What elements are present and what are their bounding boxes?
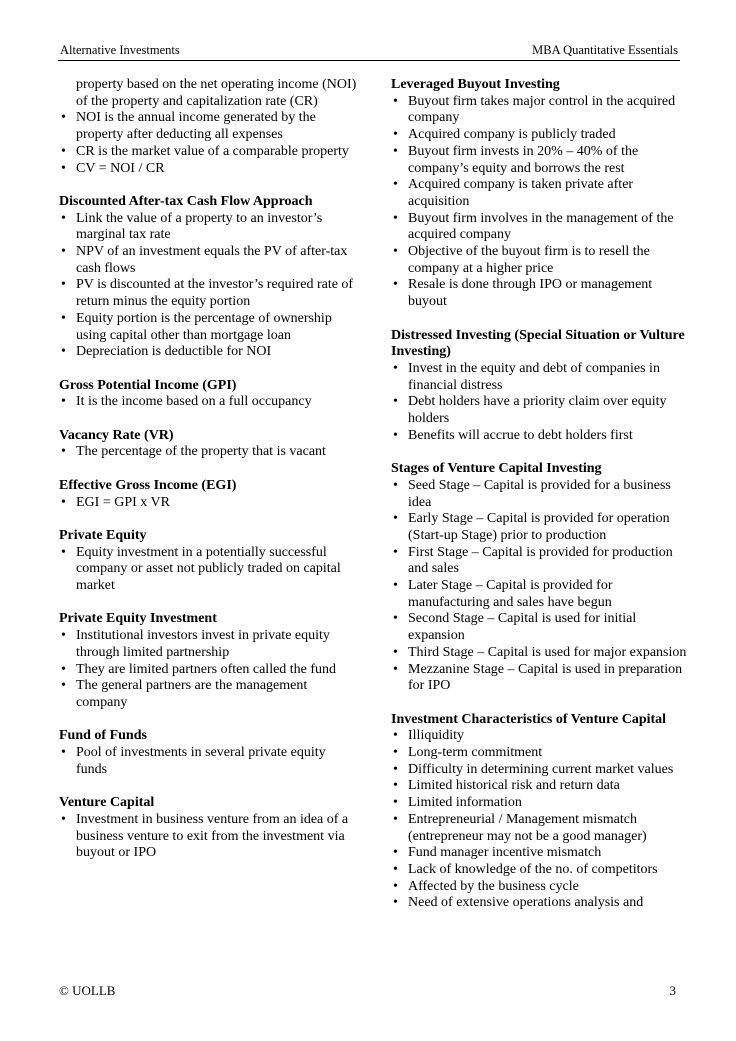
section-heading: Stages of Venture Capital Investing bbox=[391, 461, 602, 477]
list-item-text: Long-term commitment bbox=[408, 745, 543, 761]
list-item bbox=[59, 628, 359, 661]
list-item-text: First Stage – Capital is provided for production and sales bbox=[408, 544, 673, 577]
list-item bbox=[391, 745, 691, 762]
list-item bbox=[59, 678, 359, 711]
bullet-icon: • bbox=[393, 277, 398, 293]
bullet-icon: • bbox=[393, 761, 398, 777]
bullet-icon: • bbox=[393, 127, 398, 143]
left-column bbox=[59, 77, 359, 879]
section bbox=[391, 461, 691, 695]
list-item bbox=[391, 762, 691, 779]
list-item bbox=[391, 211, 691, 244]
bullet-list bbox=[59, 545, 359, 595]
list-item-text: Acquired company is publicly traded bbox=[408, 127, 616, 143]
list-item-text: Invest in the equity and debt of companies in financial distress bbox=[408, 360, 660, 393]
list-item bbox=[391, 578, 691, 611]
section bbox=[391, 77, 691, 311]
bullet-list bbox=[59, 444, 359, 461]
bullet-icon: • bbox=[61, 277, 66, 293]
list-item bbox=[59, 495, 359, 512]
bullet-list bbox=[59, 812, 359, 862]
bullet-icon: • bbox=[61, 444, 66, 460]
list-item bbox=[391, 244, 691, 277]
list-item bbox=[391, 277, 691, 310]
bullet-icon: • bbox=[61, 244, 66, 260]
bullet-list bbox=[59, 110, 359, 177]
list-item bbox=[391, 812, 691, 845]
bullet-icon: • bbox=[393, 143, 398, 159]
list-item bbox=[391, 94, 691, 127]
bullet-icon: • bbox=[393, 811, 398, 827]
bullet-icon: • bbox=[393, 644, 398, 660]
section bbox=[59, 528, 359, 595]
list-item bbox=[59, 662, 359, 679]
bullet-icon: • bbox=[393, 845, 398, 861]
bullet-icon: • bbox=[61, 661, 66, 677]
section bbox=[59, 795, 359, 862]
list-item bbox=[391, 662, 691, 695]
section bbox=[59, 478, 359, 511]
list-item bbox=[59, 244, 359, 277]
list-item bbox=[59, 110, 359, 143]
list-item-text: Affected by the business cycle bbox=[408, 878, 579, 894]
bullet-list bbox=[59, 745, 359, 778]
list-item-text: Limited information bbox=[408, 795, 522, 811]
list-item bbox=[59, 161, 359, 178]
header-left-title: Alternative Investments bbox=[60, 43, 180, 57]
list-item bbox=[59, 277, 359, 310]
section-heading: Discounted After-tax Cash Flow Approach bbox=[59, 193, 313, 209]
right-column bbox=[391, 77, 691, 929]
list-item-text: Buyout firm involves in the management of the acquired company bbox=[408, 210, 674, 243]
bullet-icon: • bbox=[393, 394, 398, 410]
bullet-icon: • bbox=[393, 360, 398, 376]
list-item bbox=[391, 862, 691, 879]
list-item-text: Institutional investors invest in private equity through limited partnership bbox=[76, 628, 330, 660]
bullet-icon: • bbox=[61, 344, 66, 360]
list-item-text: The percentage of the property that is vacant bbox=[76, 444, 326, 460]
section-heading: Venture Capital bbox=[59, 795, 155, 811]
list-item bbox=[59, 211, 359, 244]
list-item bbox=[391, 845, 691, 862]
list-item-text: Illiquidity bbox=[408, 728, 464, 744]
list-item-text: Debt holders have a priority claim over equity holders bbox=[408, 394, 667, 427]
bullet-icon: • bbox=[61, 210, 66, 226]
list-item-text: NOI is the annual income generated by the property after deducting all expenses bbox=[76, 110, 316, 143]
section-heading: Leveraged Buyout Investing bbox=[391, 77, 560, 92]
bullet-icon: • bbox=[393, 427, 398, 443]
list-item-text: Objective of the buyout firm is to resell the company at a higher price bbox=[408, 244, 650, 276]
list-item-text: Pool of investments in several private equity funds bbox=[76, 745, 326, 777]
list-item bbox=[59, 444, 359, 461]
list-item bbox=[391, 728, 691, 745]
list-item-text: Resale is done through IPO or management buyout bbox=[408, 277, 653, 310]
section bbox=[59, 77, 359, 177]
bullet-icon: • bbox=[393, 895, 398, 911]
list-item bbox=[391, 127, 691, 144]
list-item-text: Mezzanine Stage – Capital is used in preparation for IPO bbox=[408, 661, 683, 694]
bullet-icon: • bbox=[61, 160, 66, 176]
bullet-icon: • bbox=[61, 628, 66, 644]
list-item bbox=[391, 361, 691, 394]
bullet-list bbox=[391, 478, 691, 695]
list-item bbox=[391, 795, 691, 812]
section-heading: Gross Potential Income (GPI) bbox=[59, 377, 237, 393]
section bbox=[59, 611, 359, 711]
section-heading: Private Equity Investment bbox=[59, 611, 217, 627]
bullet-icon: • bbox=[61, 110, 66, 126]
section-heading: Investment Characteristics of Venture Capital bbox=[391, 711, 667, 727]
list-item bbox=[391, 428, 691, 445]
list-item bbox=[59, 144, 359, 161]
bullet-icon: • bbox=[61, 394, 66, 410]
list-item bbox=[391, 177, 691, 210]
list-item bbox=[391, 778, 691, 795]
list-item-text: They are limited partners often called the fund bbox=[76, 661, 337, 677]
list-item bbox=[391, 645, 691, 662]
list-item bbox=[59, 545, 359, 595]
list-item-text: Benefits will accrue to debt holders first bbox=[408, 427, 633, 443]
bullet-icon: • bbox=[61, 811, 66, 827]
bullet-icon: • bbox=[393, 578, 398, 594]
list-item bbox=[391, 545, 691, 578]
section-heading: Effective Gross Income (EGI) bbox=[59, 477, 237, 493]
list-item-text: Buyout firm takes major control in the acquired company bbox=[408, 93, 676, 126]
bullet-icon: • bbox=[61, 678, 66, 694]
list-item bbox=[391, 144, 691, 177]
bullet-list bbox=[391, 361, 691, 445]
bullet-icon: • bbox=[393, 878, 398, 894]
list-item-text: Difficulty in determining current market values bbox=[408, 761, 674, 777]
section bbox=[59, 428, 359, 461]
section bbox=[59, 728, 359, 778]
bullet-icon: • bbox=[61, 310, 66, 326]
list-item-text: Depreciation is deductible for NOI bbox=[76, 344, 272, 360]
bullet-icon: • bbox=[61, 745, 66, 761]
bullet-icon: • bbox=[393, 511, 398, 527]
header-right-title: MBA Quantitative Essentials bbox=[532, 43, 678, 57]
list-item bbox=[391, 511, 691, 544]
list-item-text: Second Stage – Capital is used for initial expansion bbox=[408, 611, 637, 644]
page-number: 3 bbox=[669, 983, 676, 998]
page-header bbox=[58, 42, 680, 61]
bullet-list bbox=[59, 628, 359, 712]
list-item-text: Equity portion is the percentage of ownership using capital other than mortgage loan bbox=[76, 310, 332, 343]
footer-copyright: © UOLLB bbox=[59, 983, 116, 998]
section bbox=[59, 194, 359, 361]
list-item-text: Early Stage – Capital is provided for operation (Start-up Stage) prior to production bbox=[408, 511, 670, 543]
list-item bbox=[59, 745, 359, 778]
bullet-icon: • bbox=[393, 795, 398, 811]
bullet-icon: • bbox=[393, 862, 398, 877]
list-item bbox=[59, 344, 359, 361]
bullet-list bbox=[59, 394, 359, 411]
section-heading: Vacancy Rate (VR) bbox=[59, 427, 174, 443]
section-heading: Private Equity bbox=[59, 527, 147, 543]
list-item bbox=[59, 311, 359, 344]
list-item-text: Equity investment in a potentially successful company or asset not publicly traded on capital market bbox=[76, 544, 341, 594]
list-item bbox=[391, 394, 691, 427]
bullet-icon: • bbox=[393, 661, 398, 677]
bullet-icon: • bbox=[393, 210, 398, 226]
list-item-text: It is the income based on a full occupancy bbox=[76, 394, 312, 410]
list-item-text: Buyout firm invests in 20% – 40% of the company’s equity and borrows the rest bbox=[408, 143, 639, 176]
list-item-text: CR is the market value of a comparable property bbox=[76, 143, 349, 159]
section bbox=[59, 378, 359, 411]
continued-text: property based on the net operating income (NOI) of the property and capitalization rate (CR) bbox=[76, 77, 357, 109]
section bbox=[391, 328, 691, 445]
bullet-icon: • bbox=[393, 244, 398, 260]
list-item-text: Investment in business venture from an idea of a business venture to exit from the investment via buyout or IPO bbox=[76, 811, 349, 861]
bullet-icon: • bbox=[393, 611, 398, 627]
bullet-list bbox=[59, 211, 359, 361]
section-heading: Distressed Investing (Special Situation or Vulture Investing) bbox=[391, 327, 685, 360]
list-item-text: Third Stage – Capital is used for major expansion bbox=[408, 644, 687, 660]
bullet-icon: • bbox=[393, 544, 398, 560]
list-item bbox=[391, 478, 691, 511]
list-item-text: EGI = GPI x VR bbox=[76, 494, 170, 510]
bullet-icon: • bbox=[393, 177, 398, 193]
list-item-text: The general partners are the management company bbox=[76, 678, 308, 710]
bullet-list bbox=[59, 495, 359, 512]
list-item-text: Acquired company is taken private after acquisition bbox=[408, 177, 634, 209]
list-item bbox=[59, 394, 359, 411]
list-item-text: Fund manager incentive mismatch bbox=[408, 845, 602, 861]
bullet-icon: • bbox=[393, 93, 398, 109]
list-item bbox=[391, 611, 691, 644]
list-item-text: Need of extensive operations analysis and bbox=[408, 895, 644, 911]
list-item bbox=[391, 879, 691, 896]
list-item-text: CV = NOI / CR bbox=[76, 160, 165, 176]
bullet-icon: • bbox=[393, 778, 398, 794]
list-item-text: Seed Stage – Capital is provided for a business idea bbox=[408, 477, 671, 510]
bullet-icon: • bbox=[393, 728, 398, 744]
list-item-text: Lack of knowledge of the no. of competitors bbox=[408, 862, 658, 877]
bullet-icon: • bbox=[393, 477, 398, 493]
section-heading: Fund of Funds bbox=[59, 728, 147, 744]
list-item-text: Link the value of a property to an investor’s marginal tax rate bbox=[76, 210, 323, 243]
list-item-text: Limited historical risk and return data bbox=[408, 778, 620, 794]
bullet-icon: • bbox=[393, 745, 398, 761]
list-item bbox=[391, 895, 691, 912]
bullet-list bbox=[391, 94, 691, 311]
bullet-icon: • bbox=[61, 544, 66, 560]
bullet-icon: • bbox=[61, 494, 66, 510]
list-item-text: Later Stage – Capital is provided for manufacturing and sales have begun bbox=[408, 578, 613, 610]
list-item-text: PV is discounted at the investor’s required rate of return minus the equity portion bbox=[76, 277, 354, 310]
list-item-text: Entrepreneurial / Management mismatch (entrepreneur may not be a good manager) bbox=[408, 811, 647, 844]
list-item-text: NPV of an investment equals the PV of after-tax cash flows bbox=[76, 244, 348, 276]
bullet-list bbox=[391, 728, 691, 912]
section bbox=[391, 712, 691, 912]
list-item bbox=[59, 812, 359, 862]
bullet-icon: • bbox=[61, 143, 66, 159]
